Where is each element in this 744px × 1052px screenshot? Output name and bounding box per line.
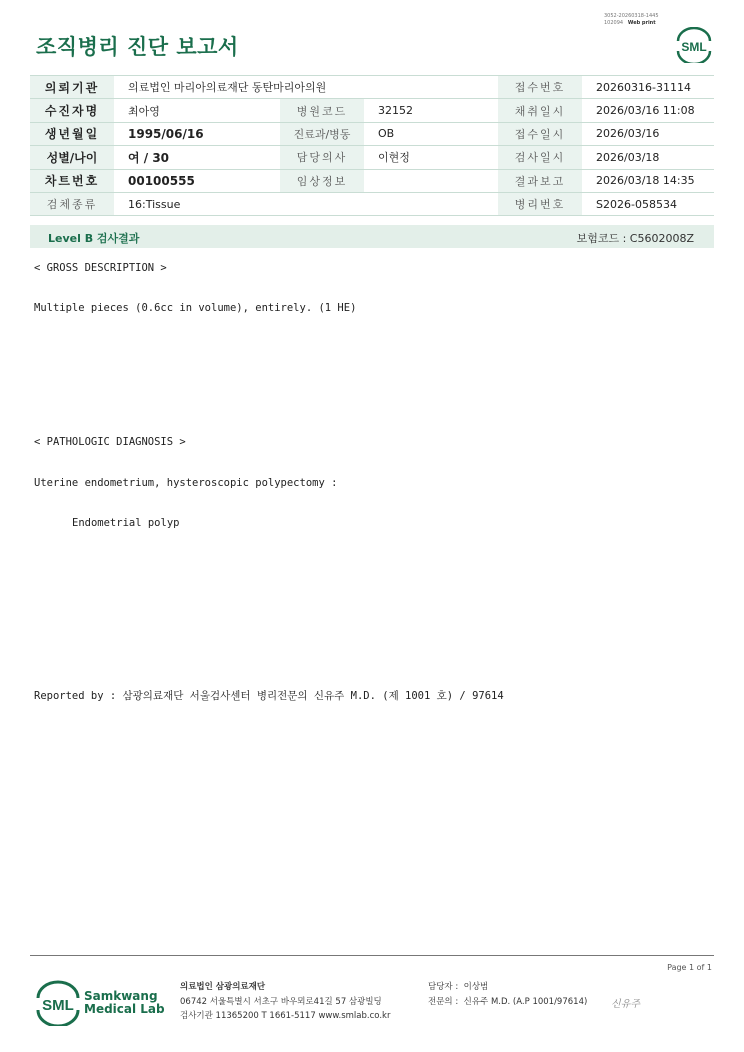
label-attending-doctor: 담당의사 <box>280 146 364 169</box>
sml-logo-icon <box>674 27 714 63</box>
pathologic-diagnosis-heading: < PATHOLOGIC DIAGNOSIS > <box>34 436 186 448</box>
insurance-code: 보험코드 : C5602008Z <box>576 232 694 245</box>
info-row <box>30 169 714 192</box>
org-contact: 검사기관 11365200 T 1661-5117 www.smlab.co.kr <box>180 1011 391 1021</box>
logo-text: SML <box>681 40 707 54</box>
diagnosis-result: Endometrial polyp <box>72 517 180 529</box>
value-requesting-institution: 의료법인 마리아의료재단 동탄마리아의원 <box>114 76 498 99</box>
page-number: Page 1 of 1 <box>667 963 712 972</box>
brand-name <box>84 990 165 1016</box>
gross-description-text: Multiple pieces (0.6cc in volume), entirely. (1 HE) <box>34 302 357 314</box>
report-title: 조직병리 진단 보고서 <box>36 35 239 59</box>
value-department: OB <box>364 122 498 145</box>
label-clinical-info: 임상정보 <box>280 169 364 192</box>
value-clinical-info <box>364 169 498 192</box>
label-accession-number: 접수번호 <box>498 76 582 99</box>
staff-label: 담당자 : <box>428 982 459 992</box>
brand-line1: Samkwang <box>84 989 158 1003</box>
footer-divider <box>30 955 714 956</box>
label-pathology-number: 병리번호 <box>498 192 582 215</box>
org-address: 06742 서울특별시 서초구 바우뫼로41길 57 삼광빌딩 <box>180 996 382 1007</box>
patient-info-table <box>30 75 714 216</box>
print-meta <box>604 13 659 27</box>
brand-line2: Medical Lab <box>84 1002 165 1016</box>
footer-staff <box>428 980 587 1009</box>
diagnosis-site: Uterine endometrium, hysteroscopic polypectomy : <box>34 477 338 489</box>
label-specimen-type: 검체종류 <box>30 192 114 215</box>
level-title: Level B 검사결과 <box>48 232 140 245</box>
gross-description-heading: < GROSS DESCRIPTION > <box>34 262 167 274</box>
value-chart-number: 00100555 <box>114 169 280 192</box>
value-receipt-date: 2026/03/16 <box>582 122 714 145</box>
label-department: 진료과/병동 <box>280 122 364 145</box>
info-row <box>30 99 714 122</box>
info-row <box>30 122 714 145</box>
footer-logo-text: SML <box>42 997 74 1014</box>
label-patient-name: 수진자명 <box>30 99 114 122</box>
info-row <box>30 76 714 99</box>
print-meta-line2 <box>604 20 659 27</box>
label-chart-number: 차트번호 <box>30 169 114 192</box>
sml-footer-logo-icon <box>34 980 82 1026</box>
doctor-label: 전문의 : <box>428 996 459 1007</box>
org-name: 의료법인 삼광의료재단 <box>180 982 266 992</box>
print-meta-id: 3052-20260318-1445 <box>604 13 659 19</box>
level-result-bar <box>30 225 714 248</box>
value-birth-date: 1995/06/16 <box>114 122 280 145</box>
staff-name: 이상범 <box>463 982 489 992</box>
value-collection-datetime: 2026/03/16 11:08 <box>582 99 714 122</box>
info-row <box>30 192 714 215</box>
label-receipt-date: 접수일시 <box>498 122 582 145</box>
value-patient-name: 최아영 <box>114 99 280 122</box>
value-attending-doctor: 이현정 <box>364 146 498 169</box>
doctor-signature: 신유주 <box>611 999 640 1010</box>
label-test-date: 검사일시 <box>498 146 582 169</box>
print-meta-label: Web print <box>627 20 656 26</box>
info-row <box>30 146 714 169</box>
value-pathology-number: S2026-058534 <box>582 192 714 215</box>
doctor-line <box>428 995 587 1010</box>
value-result-report: 2026/03/18 14:35 <box>582 169 714 192</box>
label-collection-datetime: 채취일시 <box>498 99 582 122</box>
value-sex-age: 여 / 30 <box>114 146 280 169</box>
label-requesting-institution: 의뢰기관 <box>30 76 114 99</box>
doctor-name: 신유주 M.D. (A.P 1001/97614) <box>463 996 588 1007</box>
staff-line <box>428 980 587 995</box>
value-specimen-type: 16:Tissue <box>114 192 498 215</box>
value-hospital-code: 32152 <box>364 99 498 122</box>
label-hospital-code: 병원코드 <box>280 99 364 122</box>
reported-by: Reported by : 삼광의료재단 서울검사센터 병리전문의 신유주 M.D. (제 1001 호) / 97614 <box>34 690 504 702</box>
print-meta-number: 102094 <box>604 20 624 26</box>
label-birth-date: 생년월일 <box>30 122 114 145</box>
label-result-report: 결과보고 <box>498 169 582 192</box>
value-accession-number: 20260316-31114 <box>582 76 714 99</box>
value-test-date: 2026/03/18 <box>582 146 714 169</box>
footer-organization <box>180 980 390 1024</box>
label-sex-age: 성별/나이 <box>30 146 114 169</box>
